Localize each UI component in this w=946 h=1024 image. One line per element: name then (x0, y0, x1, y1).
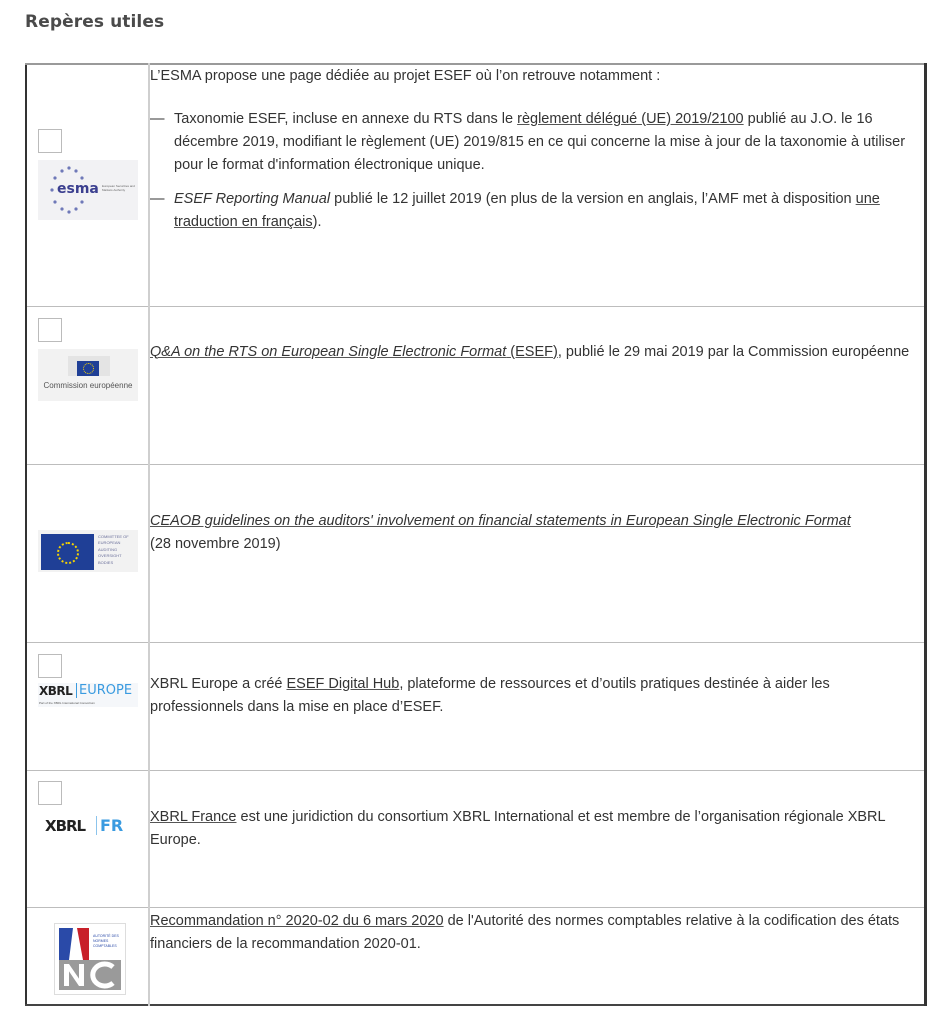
commission-europeenne-logo[interactable] (38, 349, 138, 401)
ceaob-logo-line: AUDITING (98, 546, 118, 552)
ceaob-logo-line: OVERSIGHT (98, 553, 122, 558)
qa-rts-link[interactable]: Q&A on the RTS on European Single Electronic Format (150, 343, 507, 360)
commission-logo-text: Commission européenne (43, 380, 133, 390)
bullet-text: publié le 12 juillet 2019 (en plus de la version en anglais, l’AMF met à disposition (330, 191, 856, 207)
anc-description (149, 907, 926, 1005)
ceaob-date: (28 novembre 2019) (150, 535, 281, 552)
table-row (26, 464, 926, 642)
bullet-item (150, 108, 924, 177)
logo-cell (26, 642, 149, 770)
ceaob-guidelines-link[interactable]: CEAOB guidelines on the auditors' involvement on financial statements in European Single Electronic Format (150, 512, 851, 529)
references-table (25, 63, 927, 1006)
ceaob-description (149, 464, 926, 642)
esma-description (149, 64, 926, 306)
esma-logo-subtext: European Securities and Markets Authority (102, 184, 135, 192)
dash-bullet: — (150, 111, 165, 127)
ceaob-logo-line: COMMITTEE OF (98, 533, 129, 539)
logo-cell (26, 770, 149, 907)
esef-digital-hub-link[interactable]: ESEF Digital Hub (286, 675, 400, 692)
section-heading: Repères utiles (25, 12, 165, 32)
commission-description (149, 306, 926, 464)
esma-logo[interactable] (38, 160, 138, 220)
xbrl-europe-text: XBRL Europe a créé (150, 675, 287, 692)
europe-logo-text: EUROPE (76, 683, 132, 698)
bullet-text: ). (312, 214, 322, 230)
xbrl-europe-logo[interactable] (38, 683, 138, 707)
eu-flag-icon (77, 361, 99, 376)
anc-recommandation-link[interactable]: Recommandation n° 2020-02 du 6 mars 2020 (150, 912, 444, 929)
traduction-link[interactable]: une traduction en français (174, 191, 880, 230)
bullet-text: publié au J.O. le 16 décembre 2019, modifiant le règlement (UE) 2019/815 en ce qui concerne la mise à jour de la taxonomie à utiliser pour le format d'information électronique unique. (174, 111, 906, 173)
bullet-item (150, 188, 924, 234)
eu-flag-icon (41, 534, 94, 570)
xbrl-france-description (149, 770, 926, 907)
image-placeholder-checkbox (38, 781, 62, 805)
qa-rts-link-esef[interactable]: (ESEF) (506, 343, 558, 360)
logo-cell (26, 464, 149, 642)
dash-bullet: — (150, 191, 165, 207)
manual-title: ESEF Reporting Manual (174, 191, 331, 207)
ceaob-logo-text (98, 534, 129, 567)
image-placeholder-checkbox (38, 318, 62, 342)
anc-logo-subtext: AUTORITÉ DES NORMES COMPTABLES (93, 933, 119, 948)
logo-cell (26, 306, 149, 464)
table-row (26, 770, 926, 907)
xbrl-logo-text: XBRL (45, 816, 86, 835)
esma-intro: L’ESMA propose une page dédiée au projet ESEF où l’on retrouve notamment : (150, 68, 661, 84)
table-row (26, 64, 926, 306)
xbrl-france-logo[interactable] (38, 815, 138, 839)
xbrl-europe-description (149, 642, 926, 770)
anc-logo[interactable] (54, 923, 126, 995)
table-row (26, 907, 926, 1005)
commission-text: , publié le 29 mai 2019 par la Commission européenne (557, 343, 910, 360)
xbrl-europe-text: , plateforme de ressources et d’outils pratiques destinée à aider les professionnels dans la mise en place d’ESEF. (150, 675, 830, 715)
anc-text: de l'Autorité des normes comptables relative à la codification des états financiers de la recommandation 2020-01. (150, 912, 900, 952)
esma-logo-text: esma (57, 181, 99, 197)
xbrl-france-text: est une juridiction du consortium XBRL International et est membre de l’organisation régionale XBRL Europe. (150, 808, 886, 848)
fr-logo-text: FR (96, 816, 123, 835)
image-placeholder-checkbox (38, 129, 62, 153)
bullet-text: Taxonomie ESEF, incluse en annexe du RTS dans le (174, 111, 518, 127)
reglement-delegue-link[interactable]: règlement délégué (UE) 2019/2100 (517, 111, 744, 127)
ceaob-logo-line: BODIES (98, 559, 114, 565)
logo-cell (26, 64, 149, 306)
table-row (26, 642, 926, 770)
xbrl-europe-subtext: Part of the XBRL International Consortium (39, 700, 95, 705)
ceaob-logo[interactable] (38, 530, 138, 572)
logo-cell (26, 907, 149, 1005)
xbrl-logo-text: XBRL (39, 683, 73, 698)
xbrl-france-link[interactable]: XBRL France (150, 808, 237, 825)
image-placeholder-checkbox (38, 654, 62, 678)
ceaob-logo-line: EUROPEAN (98, 540, 121, 545)
table-row (26, 306, 926, 464)
